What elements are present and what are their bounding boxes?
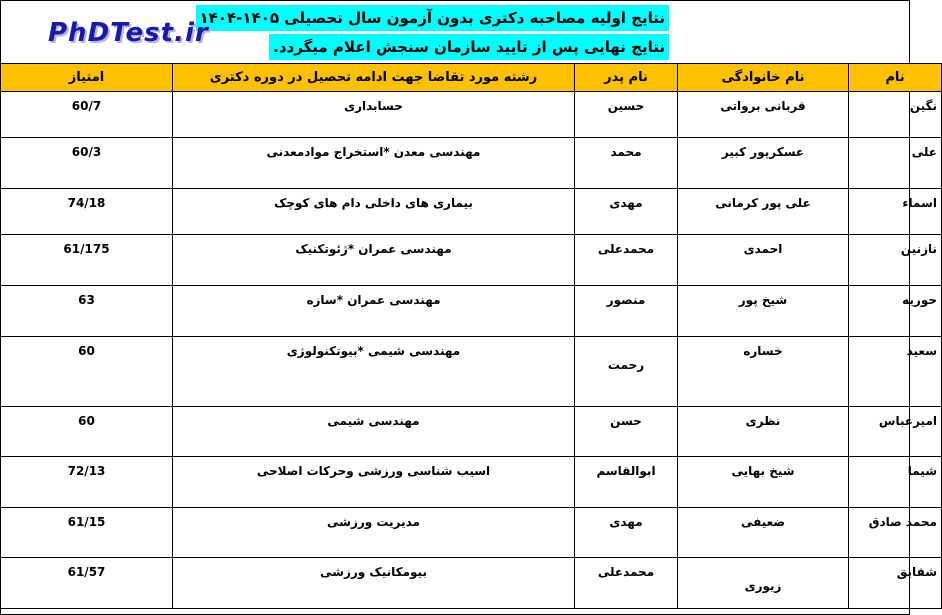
cell-field-text: بیومکانیک ورزشی [320, 565, 427, 579]
cell-family [678, 457, 849, 508]
cell-father [575, 558, 678, 609]
cell-father-text: محمد [610, 145, 642, 159]
cell-father-text: ابوالقاسم [596, 464, 656, 478]
cell-name [849, 407, 942, 457]
column-header-family: نام خانوادگی [678, 64, 849, 92]
cell-field-text: بیماری های داخلی دام های کوچک [274, 196, 473, 210]
cell-field-text: مهندسی عمران *سازه [306, 293, 441, 307]
table-row [1, 286, 942, 337]
cell-name-text: اسماء [902, 196, 937, 210]
cell-name-text: امیرعباس [878, 414, 937, 428]
cell-field [173, 337, 575, 407]
cell-score [1, 189, 173, 235]
cell-father-text: محمدعلی [597, 242, 655, 256]
cell-family [678, 508, 849, 558]
cell-father [575, 235, 678, 286]
cell-score [1, 235, 173, 286]
cell-score-text: 60/3 [71, 145, 102, 159]
cell-name [849, 558, 942, 609]
cell-name-text: نازنین [900, 242, 937, 256]
cell-score [1, 286, 173, 337]
column-header-father: نام پدر [575, 64, 678, 92]
cell-name [849, 508, 942, 558]
cell-field-text: حسابداری [344, 99, 403, 113]
table-row [1, 558, 942, 609]
title-line-2: نتایج نهایی پس از تایید سازمان سنجش اعلام میگردد. [269, 34, 669, 60]
cell-field-text: مدیریت ورزشی [327, 515, 420, 529]
cell-field [173, 92, 575, 138]
cell-score-text: 61/57 [67, 565, 106, 579]
cell-family-text: قربانی برواتی [720, 99, 806, 113]
table-row [1, 189, 942, 235]
cell-name-text: سعید [906, 344, 937, 358]
title-line-1: نتایج اولیه مصاحبه دکتری بدون آزمون سال تحصیلی ۱۴۰۵-۱۴۰۴ [196, 5, 670, 31]
cell-father [575, 92, 678, 138]
cell-score-text: 72/13 [67, 464, 106, 478]
cell-family [678, 189, 849, 235]
cell-score [1, 138, 173, 189]
cell-family-text: علی پور کرمانی [715, 196, 811, 210]
cell-field [173, 508, 575, 558]
cell-father [575, 407, 678, 457]
cell-family-text: عسکرپور کبیر [721, 145, 805, 159]
cell-father-text: حسن [610, 414, 642, 428]
cell-field [173, 558, 575, 609]
cell-score [1, 407, 173, 457]
cell-father-text: منصور [606, 293, 646, 307]
cell-name [849, 235, 942, 286]
table-row [1, 92, 942, 138]
cell-score [1, 337, 173, 407]
table-row [1, 457, 942, 508]
cell-family [678, 407, 849, 457]
cell-father [575, 138, 678, 189]
cell-name [849, 138, 942, 189]
cell-family [678, 337, 849, 407]
cell-field-text: اسیب شناسی ورزشی وحرکات اصلاحی [256, 464, 491, 478]
cell-family-text: ضعیفی [740, 515, 786, 529]
cell-family-text: شیخ پور [738, 293, 788, 307]
table-row [1, 235, 942, 286]
table-row [1, 337, 942, 407]
cell-score [1, 92, 173, 138]
table-row [1, 508, 942, 558]
cell-father-text: محمدعلی [597, 565, 655, 579]
cell-field [173, 457, 575, 508]
cell-score-text: 60/7 [71, 99, 102, 113]
cell-father [575, 457, 678, 508]
cell-score-text: 60 [78, 414, 95, 428]
cell-father-text: مهدی [609, 515, 643, 529]
cell-score-text: 61/15 [67, 515, 106, 529]
cell-family [678, 286, 849, 337]
cell-father-text: مهدی [609, 196, 643, 210]
cell-father-text: رحمت [607, 358, 645, 372]
cell-score-text: 63 [78, 293, 95, 307]
cell-name [849, 286, 942, 337]
cell-field [173, 407, 575, 457]
column-header-field: رشته مورد تقاضا جهت ادامه تحصیل در دوره دکتری [173, 64, 575, 92]
column-header-score: امتیاز [1, 64, 173, 92]
cell-name [849, 92, 942, 138]
cell-family-text: شیخ بهایی [731, 464, 795, 478]
cell-name-text: شیما [907, 464, 937, 478]
cell-name-text: شقایق [896, 565, 937, 579]
table-row [1, 407, 942, 457]
cell-family [678, 92, 849, 138]
cell-field [173, 138, 575, 189]
page-header [0, 0, 910, 63]
cell-score [1, 457, 173, 508]
cell-score [1, 558, 173, 609]
cell-family-text: خساره [743, 344, 783, 358]
cell-family [678, 235, 849, 286]
table-header-row [1, 64, 942, 92]
cell-family-text: نظری [745, 414, 781, 428]
cell-father [575, 286, 678, 337]
cell-score-text: 74/18 [67, 196, 106, 210]
results-table [0, 63, 942, 609]
column-header-name: نام [849, 64, 942, 92]
cell-score-text: 60 [78, 344, 95, 358]
cell-family [678, 558, 849, 609]
cell-father-text: حسین [607, 99, 645, 113]
cell-field-text: مهندسی معدن *استخراج موادمعدنی [266, 145, 481, 159]
cell-family-text: احمدی [743, 242, 783, 256]
cell-name-text: حوریه [902, 293, 937, 307]
cell-score [1, 508, 173, 558]
cell-name [849, 457, 942, 508]
site-logo: PhDTest.ir [48, 18, 209, 48]
cell-family-text: زیوری [744, 579, 782, 593]
cell-field [173, 235, 575, 286]
cell-father [575, 189, 678, 235]
cell-name-text: علی [911, 145, 937, 159]
cell-field [173, 286, 575, 337]
cell-field [173, 189, 575, 235]
cell-name-text: نگین [909, 99, 937, 113]
cell-field-text: مهندسی شیمی *بیوتکنولوژی [286, 344, 461, 358]
cell-score-text: 61/175 [63, 242, 110, 256]
cell-field-text: مهندسی شیمی [327, 414, 420, 428]
cell-father [575, 508, 678, 558]
cell-name [849, 189, 942, 235]
cell-family [678, 138, 849, 189]
cell-name-text: محمد صادق [868, 515, 937, 529]
cell-field-text: مهندسی عمران *ژئوتکنیک [295, 242, 452, 256]
cell-name [849, 337, 942, 407]
table-row [1, 138, 942, 189]
cell-father [575, 337, 678, 407]
